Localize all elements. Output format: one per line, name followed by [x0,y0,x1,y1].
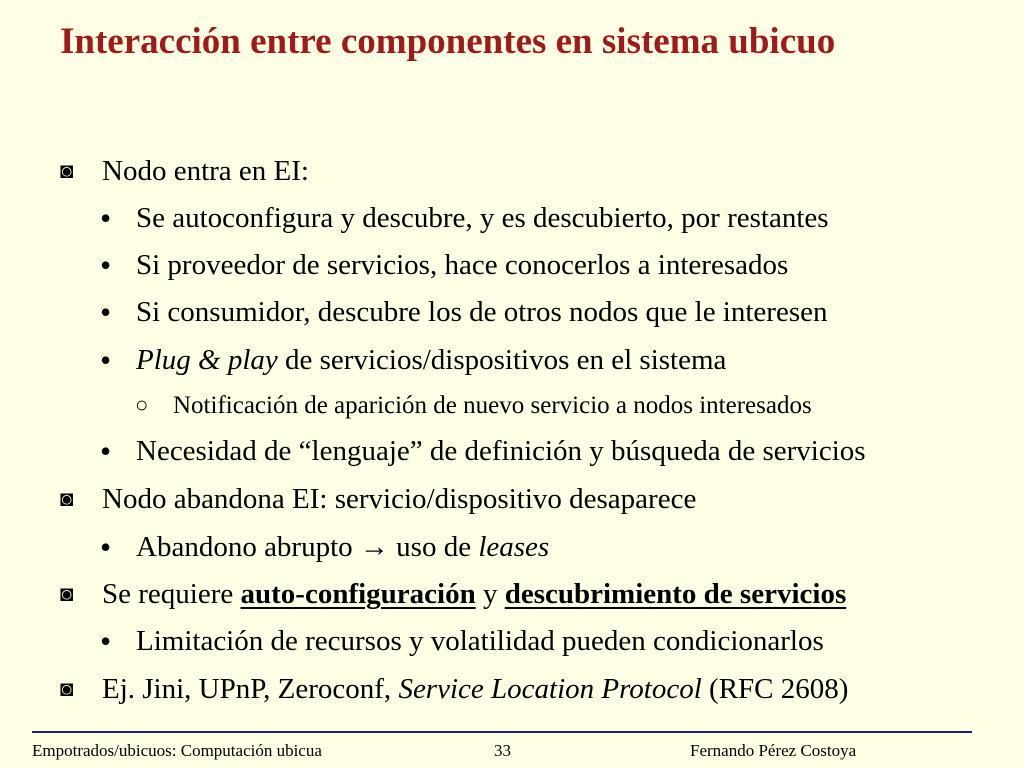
bullet-item [100,432,866,469]
bullet-item [100,341,727,378]
bullet-text: Ej. Jini, UPnP, Zeroconf, [102,672,399,705]
bullet-item [100,246,789,283]
bullet-item [60,483,696,514]
bullet-text: (RFC 2608) [701,672,849,705]
bullet-marker: ○ [135,392,149,418]
arrow-icon: → [359,530,389,563]
bullet-text: Limitación de recursos y volatilidad pueden condicionarlos [136,624,824,657]
bullet-marker: • [100,622,112,659]
emphasis-text: auto-configuración [240,577,476,610]
bullet-text: Se autoconfigura y descubre, y es descubierto, por restantes [136,201,829,234]
bullet-item [100,293,828,330]
bullet-italic-text: Plug & play [136,343,278,376]
bullet-item [135,391,812,418]
bullet-italic-text: Service Location Protocol [398,672,702,705]
footer-divider [32,731,972,733]
bullet-item [100,199,829,236]
bullet-marker: ◙ [60,486,74,512]
bullet-marker: • [100,199,112,236]
bullet-item [100,622,824,659]
bullet-item [60,673,848,704]
bullet-text: Notificación de aparición de nuevo servicio a nodos interesados [173,391,812,419]
bullet-marker: • [100,432,112,469]
bullet-text: Si consumidor, descubre los de otros nodos que le interesen [136,295,828,328]
bullet-marker: ◙ [60,676,74,702]
bullet-item [60,155,309,186]
bullet-text: Si proveedor de servicios, hace conocerlos a interesados [136,248,789,281]
bullet-text: Nodo abandona EI: servicio/dispositivo desaparece [102,482,697,515]
bullet-text: Nodo entra en EI: [102,154,309,187]
bullet-text: de servicios/dispositivos en el sistema [277,343,727,376]
bullet-italic-text: leases [478,530,550,563]
bullet-marker: ◙ [60,581,74,607]
bullet-item [60,578,846,609]
bullet-marker: • [100,341,112,378]
slide-title: Interacción entre componentes en sistema ubicuo [60,21,836,62]
bullet-marker: • [100,293,112,330]
bullet-text: y [475,577,505,610]
bullet-marker: • [100,528,112,565]
bullet-text: uso de [388,530,479,563]
page-number: 33 [494,741,511,760]
bullet-item [100,528,550,565]
footer-author: Fernando Pérez Costoya [690,741,857,760]
bullet-marker: • [100,246,112,283]
bullet-marker: ◙ [60,158,74,184]
emphasis-text: descubrimiento de servicios [504,577,847,610]
footer-course: Empotrados/ubicuos: Computación ubicua [32,741,322,760]
bullet-text: Se requiere [102,577,241,610]
bullet-text: Abandono abrupto [136,530,360,563]
bullet-text: Necesidad de “lenguaje” de definición y búsqueda de servicios [136,434,866,467]
